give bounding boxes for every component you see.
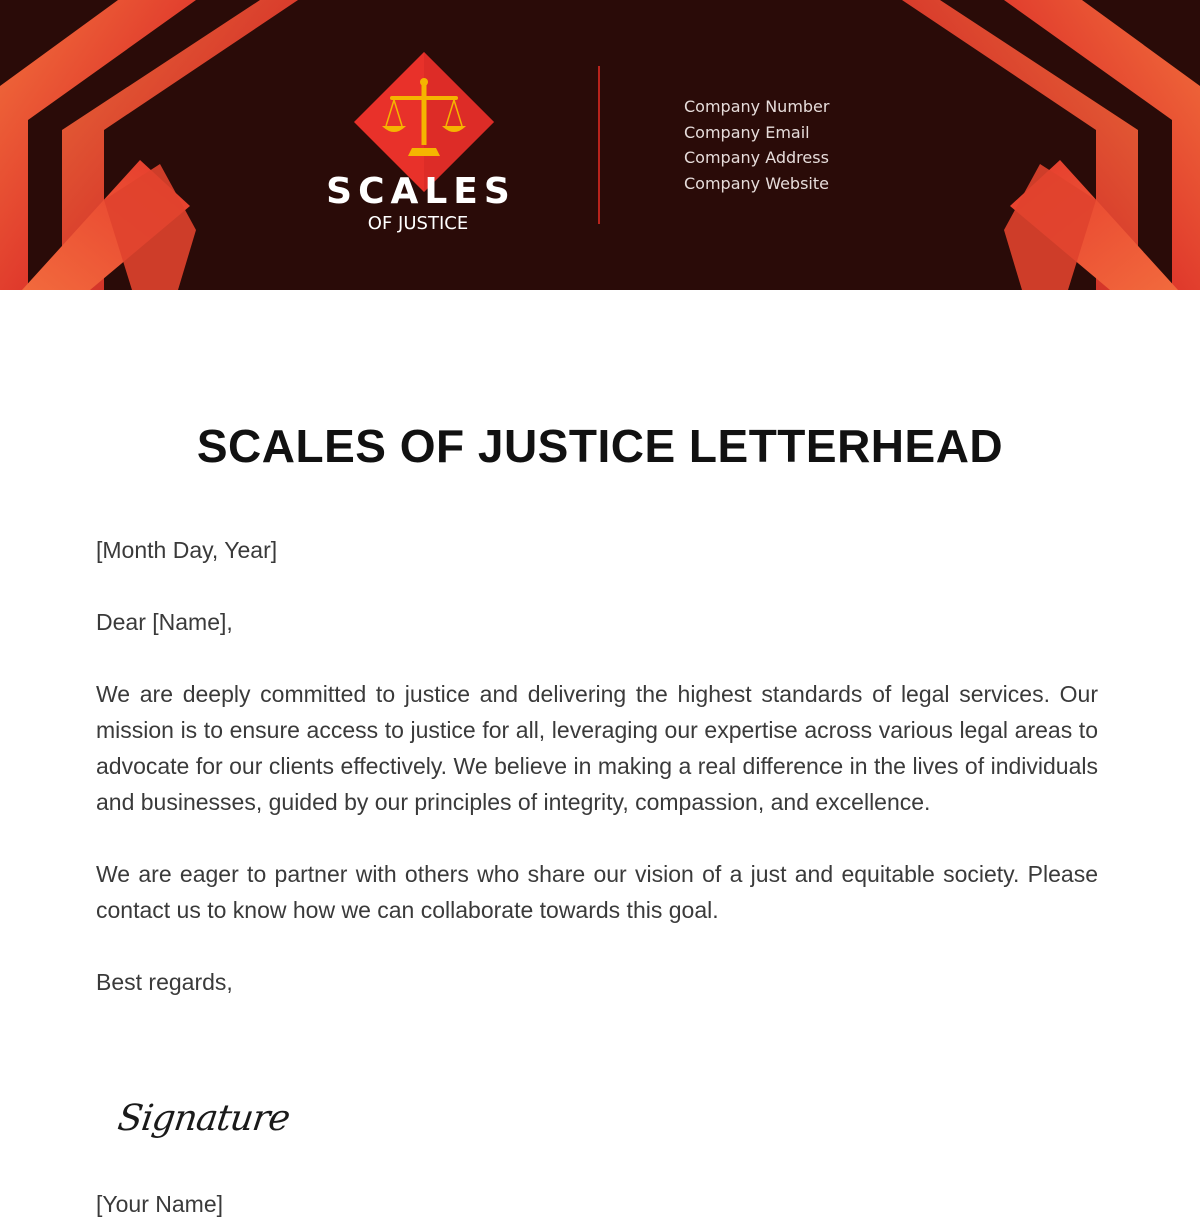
header-divider (598, 66, 600, 224)
letter-salutation: Dear [Name], (96, 609, 233, 635)
letterhead-header (0, 0, 1200, 290)
document-title: SCALES OF JUSTICE LETTERHEAD (196, 420, 1004, 472)
letter-closing: Best regards, (96, 969, 233, 995)
contact-company-number: Company Number (684, 97, 830, 116)
contact-company-website: Company Website (684, 173, 829, 193)
sender-name: [Your Name] (96, 1191, 223, 1217)
left-band-fill (104, 164, 196, 290)
contact-company-email: Company Email (684, 122, 810, 142)
letter-date: [Month Day, Year] (96, 537, 278, 563)
letter-paragraph-2: We are eager to partner with others who share our vision of a just and equitable society. Please contact us to know how we can collaborate towards this goal. (96, 861, 1098, 923)
contact-company-address: Company Address (684, 148, 829, 167)
logo-subtitle: OF JUSTICE (367, 213, 469, 234)
letter-paragraph-1: We are deeply committed to justice and delivering the highest standards of legal services. Our mission is to ensure access to justice for all, leveraging our expertise across various legal areas to advocate for our clients effectively. We believe in making a real difference in the lives of individuals and businesses, guided by our principles of integrity, compassion, and excellence. (96, 681, 1098, 815)
right-band-fill (1004, 164, 1096, 290)
header-decoration (0, 0, 1200, 290)
logo-title: SCALES (326, 171, 516, 212)
letter-body (96, 532, 1098, 1036)
contact-list (684, 94, 829, 196)
signature: Signature (115, 1098, 292, 1139)
